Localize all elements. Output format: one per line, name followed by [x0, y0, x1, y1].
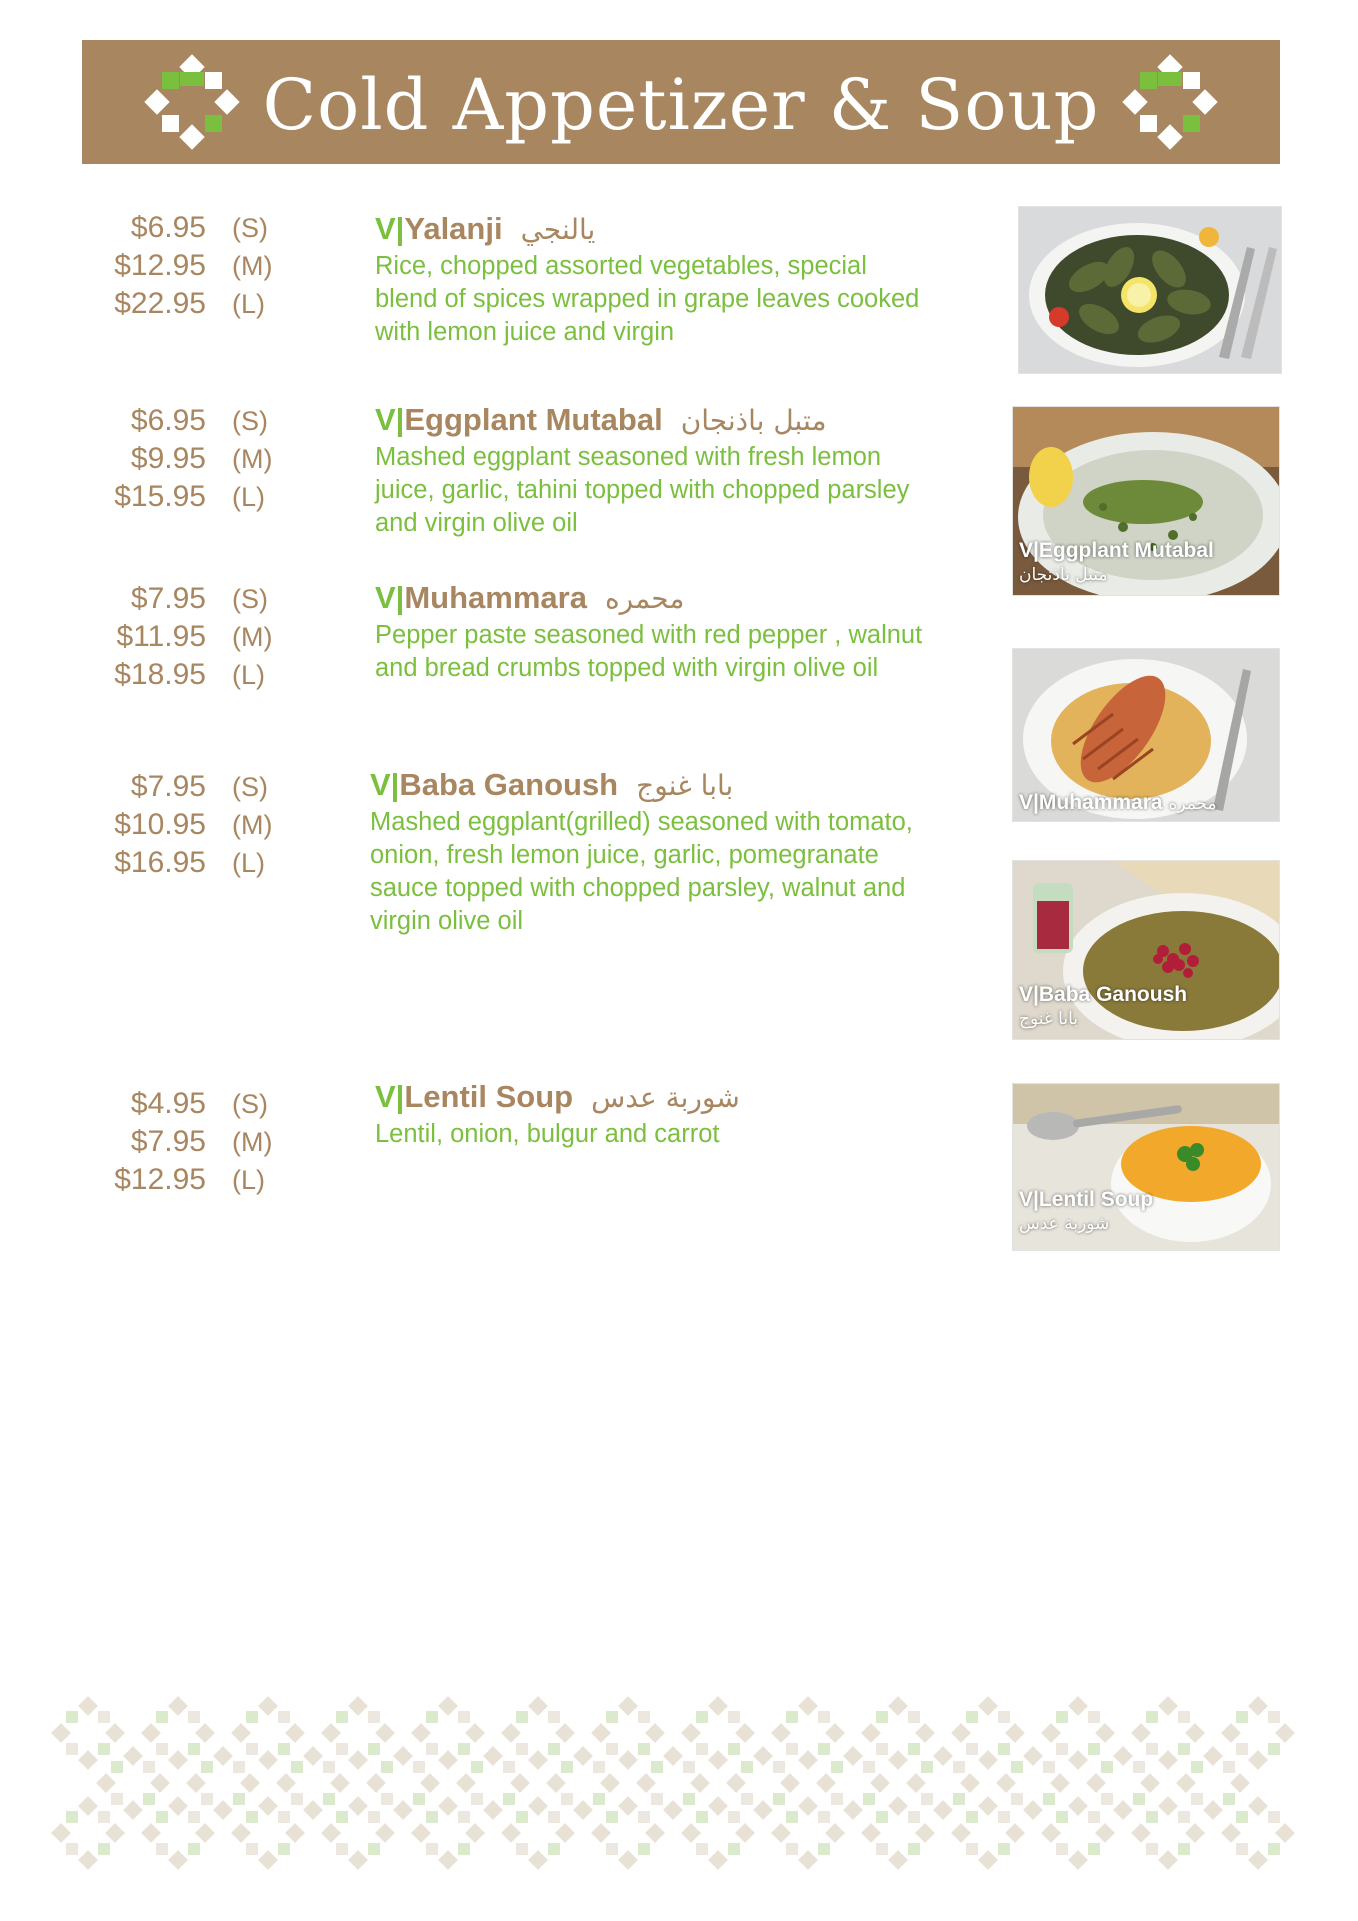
- item-name: [375, 400, 935, 441]
- photo-muhammara: [1012, 648, 1280, 822]
- price-amount: $22.95: [114, 287, 206, 320]
- item-name: [375, 578, 935, 619]
- price-amount: $18.95: [114, 658, 206, 691]
- price-size: (L): [232, 848, 265, 878]
- price-list-muhammara: [96, 580, 296, 694]
- item-name-arabic: متبل باذنجان: [680, 404, 827, 437]
- item-description: Lentil, onion, bulgur and carrot: [375, 1120, 720, 1148]
- item-name-arabic: محمره: [604, 582, 685, 615]
- item-description: Pepper paste seasoned with red pepper , walnut and bread crumbs topped with virgin olive oil: [375, 621, 923, 682]
- price-amount: $12.95: [114, 249, 206, 282]
- price-row: [96, 1123, 296, 1161]
- item-title: Baba Ganoush: [399, 767, 619, 802]
- price-amount: $6.95: [130, 211, 206, 244]
- item-title: Eggplant Mutabal: [404, 402, 663, 437]
- photo-baba-ganoush: [1012, 860, 1280, 1040]
- price-list-baba-ganoush: [96, 768, 296, 882]
- price-amount: $15.95: [114, 480, 206, 513]
- price-amount: $9.95: [130, 442, 206, 475]
- price-size: (S): [232, 772, 268, 802]
- photo-caption: V|Eggplant Mutabal: [1019, 539, 1214, 562]
- price-size: (L): [232, 660, 265, 690]
- price-row: [96, 1161, 296, 1199]
- price-list-eggplant-mutabal: [96, 402, 296, 516]
- price-size: (L): [232, 1165, 265, 1195]
- item-name-arabic: يالنجي: [520, 213, 596, 246]
- item-prefix: V|: [375, 402, 405, 437]
- price-size: (M): [232, 810, 273, 840]
- item-title: Muhammara: [404, 580, 587, 615]
- price-row: [96, 618, 296, 656]
- price-row: [96, 478, 296, 516]
- photo-caption-arabic: محمره: [1168, 794, 1217, 814]
- price-row: [96, 440, 296, 478]
- item-name: [375, 209, 935, 250]
- item-description: Mashed eggplant seasoned with fresh lemon juice, garlic, tahini topped with chopped parsley and virgin olive oil: [375, 443, 910, 537]
- price-row: [96, 806, 296, 844]
- price-list-lentil-soup: [96, 1085, 296, 1199]
- price-amount: $4.95: [130, 1087, 206, 1120]
- photo-eggplant-mutabal: [1012, 406, 1280, 596]
- price-size: (S): [232, 406, 268, 436]
- menu-item-lentil-soup: [375, 1077, 935, 1151]
- menu-item-muhammara: [375, 578, 935, 685]
- price-amount: $7.95: [130, 582, 206, 615]
- item-prefix: V|: [375, 211, 405, 246]
- price-row: [96, 402, 296, 440]
- page-title: Cold Appetizer & Soup: [262, 64, 1100, 146]
- price-size: (M): [232, 251, 273, 281]
- geometric-pattern-band: [48, 1688, 1318, 1878]
- price-size: (S): [232, 213, 268, 243]
- price-size: (L): [232, 482, 265, 512]
- price-amount: $7.95: [130, 1125, 206, 1158]
- price-row: [96, 247, 296, 285]
- photo-lentil-soup: [1012, 1083, 1280, 1251]
- yalanji-plate-image: [1019, 207, 1281, 373]
- menu-item-baba-ganoush: [370, 765, 930, 938]
- price-row: [96, 768, 296, 806]
- item-title: Yalanji: [404, 211, 503, 246]
- price-row: [96, 656, 296, 694]
- item-description: Rice, chopped assorted vegetables, special blend of spices wrapped in grape leaves cooked with lemon juice and virgin: [375, 252, 920, 346]
- price-size: (S): [232, 584, 268, 614]
- item-prefix: V|: [375, 580, 405, 615]
- price-amount: $10.95: [114, 808, 206, 841]
- item-prefix: V|: [370, 767, 400, 802]
- item-title: Lentil Soup: [404, 1079, 574, 1114]
- photo-caption: V|Lentil Soup: [1019, 1188, 1154, 1211]
- price-size: (L): [232, 289, 265, 319]
- photo-caption-text: V|Muhammara: [1019, 791, 1163, 814]
- photo-caption: V|Baba Ganoush: [1019, 983, 1188, 1006]
- menu-item-yalanji: [375, 209, 935, 349]
- price-amount: $6.95: [130, 404, 206, 437]
- menu-item-eggplant-mutabal: [375, 400, 935, 540]
- price-row: [96, 1085, 296, 1123]
- header-banner: [82, 40, 1280, 164]
- photo-yalanji: [1018, 206, 1282, 374]
- item-description: Mashed eggplant(grilled) seasoned with tomato, onion, fresh lemon juice, garlic, pomegranate sauce topped with chopped parsley, walnut and virgin olive oil: [370, 808, 913, 935]
- item-name: [375, 1077, 935, 1118]
- price-size: (S): [232, 1089, 268, 1119]
- price-size: (M): [232, 444, 273, 474]
- item-name-arabic: شوربة عدس: [591, 1081, 740, 1114]
- photo-caption-arabic: بابا غنوج: [1019, 1009, 1079, 1029]
- item-name: [370, 765, 930, 806]
- price-amount: $16.95: [114, 846, 206, 879]
- price-row: [96, 285, 296, 323]
- item-name-arabic: بابا غنوج: [636, 769, 734, 802]
- price-row: [96, 209, 296, 247]
- price-row: [96, 580, 296, 618]
- price-list-yalanji: [96, 209, 296, 323]
- price-size: (M): [232, 1127, 273, 1157]
- geometric-star-ornament-icon: [1116, 48, 1224, 156]
- price-size: (M): [232, 622, 273, 652]
- price-amount: $12.95: [114, 1163, 206, 1196]
- price-row: [96, 844, 296, 882]
- item-prefix: V|: [375, 1079, 405, 1114]
- price-amount: $11.95: [116, 620, 206, 653]
- photo-caption: [1019, 791, 1217, 815]
- photo-caption-arabic: متبل باذنجان: [1019, 565, 1108, 585]
- price-amount: $7.95: [130, 770, 206, 803]
- photo-caption-arabic: شوربة عدس: [1019, 1214, 1110, 1234]
